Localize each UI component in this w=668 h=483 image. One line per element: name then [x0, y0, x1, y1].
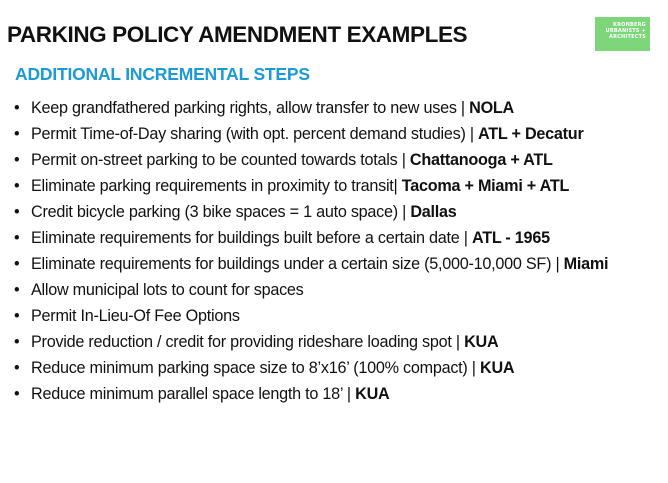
slide-title: PARKING POLICY AMENDMENT EXAMPLES	[7, 22, 468, 47]
bullet-item	[14, 381, 666, 407]
section-subtitle: ADDITIONAL INCREMENTAL STEPS	[15, 64, 310, 84]
bullet-icon: •	[14, 99, 20, 117]
bullet-city: KUA	[355, 385, 390, 403]
bullet-city: Dallas	[410, 203, 457, 221]
bullet-icon: •	[14, 203, 20, 221]
bullet-item	[14, 199, 666, 225]
bullet-item	[14, 303, 666, 329]
bullet-text: Eliminate parking requirements in proximity to transit|	[31, 177, 402, 195]
bullet-icon: •	[14, 151, 20, 169]
logo-line: URBANISTS +	[605, 28, 646, 34]
logo-line: ARCHITECTS	[609, 34, 646, 40]
bullet-icon: •	[14, 307, 20, 325]
bullet-icon: •	[14, 385, 20, 403]
bullet-city: Tacoma + Miami + ATL	[401, 177, 570, 195]
bullet-icon: •	[14, 359, 20, 377]
bullet-city: KUA	[480, 359, 515, 377]
bullet-list	[14, 95, 666, 407]
bullet-city: ATL + Decatur	[478, 125, 584, 143]
bullet-text: Allow municipal lots to count for spaces	[31, 281, 304, 299]
bullet-city: NOLA	[469, 99, 514, 117]
bullet-city: Chattanooga + ATL	[409, 151, 553, 169]
bullet-text: Reduce minimum parking space size to 8’x16’ (100% compact) |	[31, 359, 481, 377]
bullet-item	[14, 225, 666, 251]
bullet-city: ATL - 1965	[471, 229, 550, 247]
bullet-item	[14, 277, 666, 303]
bullet-text: Reduce minimum parallel space length to 18’ |	[31, 385, 356, 403]
bullet-icon: •	[14, 281, 20, 299]
bullet-icon: •	[14, 177, 20, 195]
bullet-icon: •	[14, 255, 20, 273]
bullet-text: Provide reduction / credit for providing rideshare loading spot |	[31, 333, 465, 351]
bullet-item	[14, 251, 666, 277]
bullet-item	[14, 173, 666, 199]
bullet-city: Miami	[563, 255, 609, 273]
bullet-item	[14, 329, 666, 355]
bullet-text: Permit on-street parking to be counted towards totals |	[31, 151, 410, 169]
bullet-text: Eliminate requirements for buildings built before a certain date |	[31, 229, 472, 247]
bullet-icon: •	[14, 125, 20, 143]
bullet-text: Permit In-Lieu-Of Fee Options	[31, 307, 240, 325]
bullet-item	[14, 355, 666, 381]
bullet-text: Credit bicycle parking (3 bike spaces = 1 auto space) |	[31, 203, 411, 221]
bullet-item	[14, 121, 666, 147]
bullet-text: Eliminate requirements for buildings under a certain size (5,000-10,000 SF) |	[31, 255, 564, 273]
logo-line: KRONBERG	[613, 22, 646, 28]
bullet-icon: •	[14, 333, 20, 351]
bullet-text: Keep grandfathered parking rights, allow transfer to new uses |	[31, 99, 470, 117]
bullet-icon: •	[14, 229, 20, 247]
bullet-item	[14, 147, 666, 173]
kronberg-logo	[595, 17, 650, 51]
bullet-item	[14, 95, 666, 121]
bullet-text: Permit Time-of-Day sharing (with opt. percent demand studies) |	[31, 125, 479, 143]
bullet-city: KUA	[464, 333, 499, 351]
